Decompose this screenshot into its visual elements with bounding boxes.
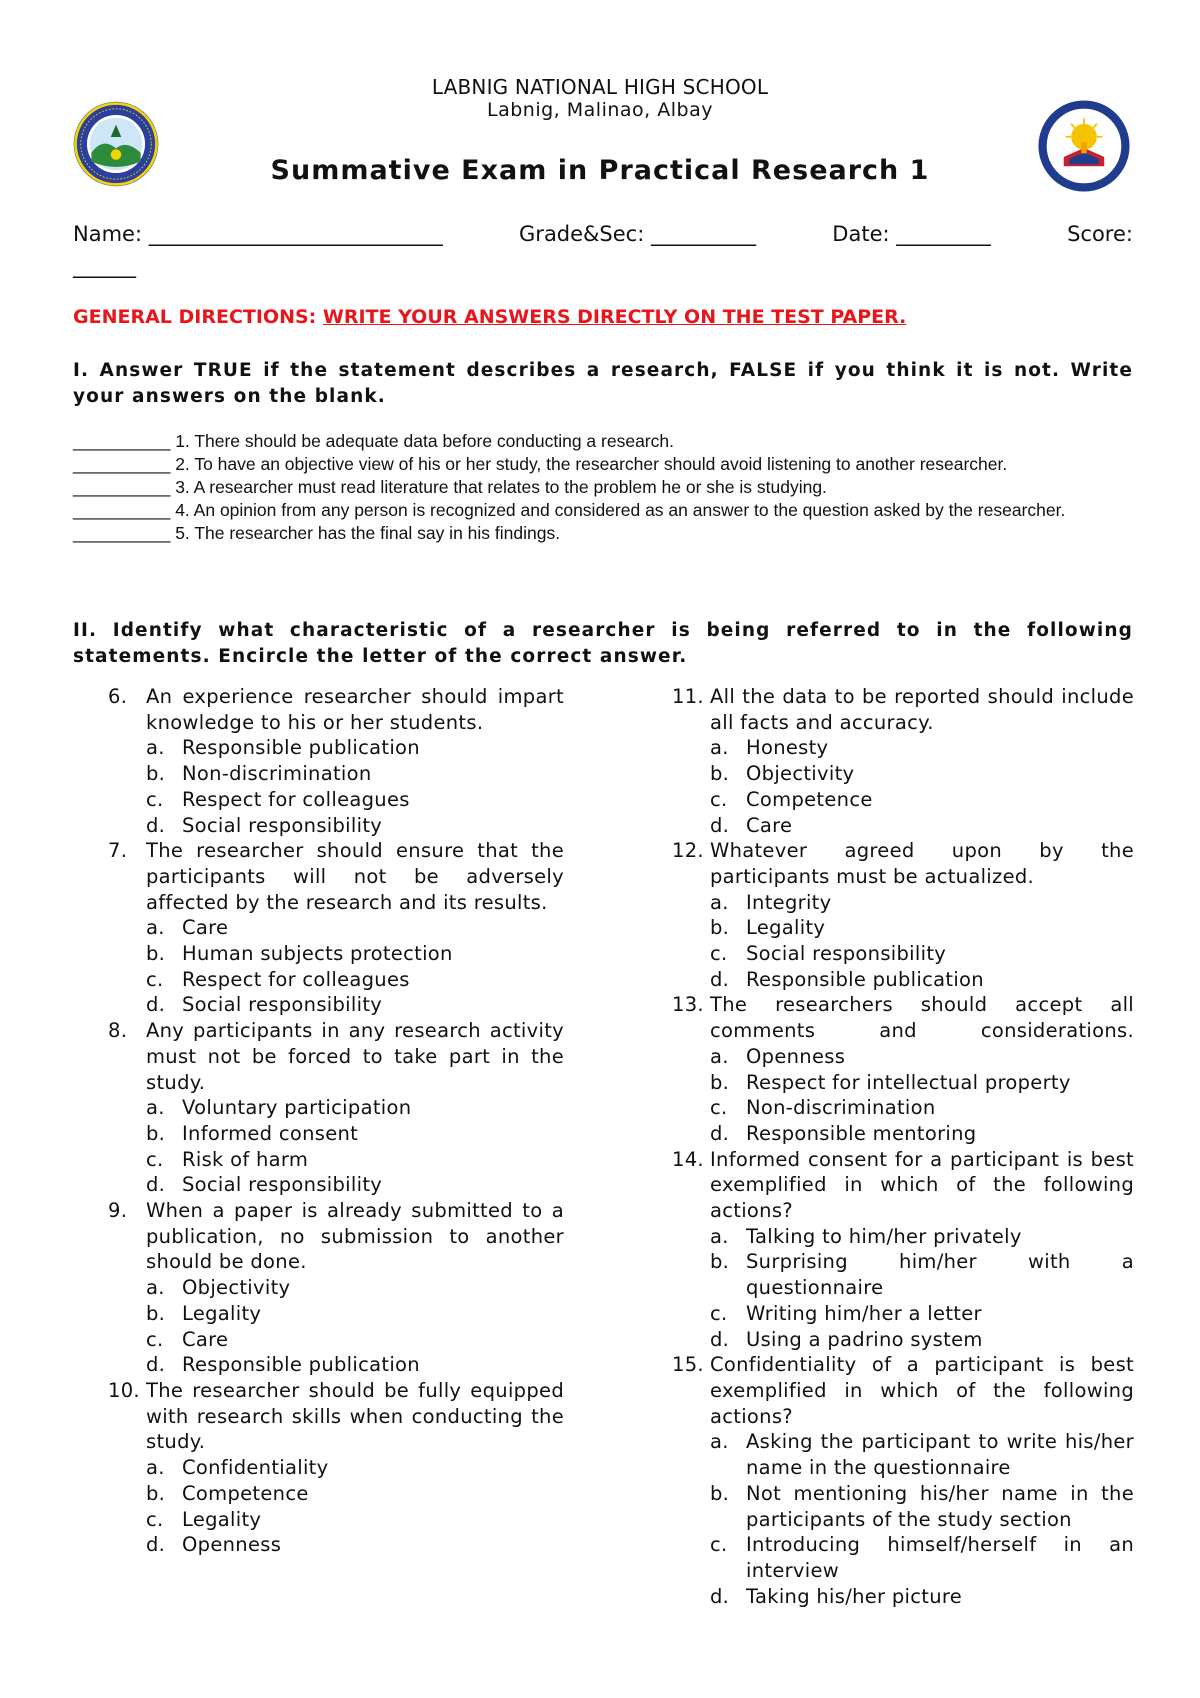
- question-text: Informed consent for a participant is best exemplified in which of the following actions?: [710, 1147, 1134, 1223]
- option-letter: c.: [146, 967, 164, 991]
- question-15: [672, 1352, 1134, 1429]
- option-text: Responsible publication: [746, 967, 984, 991]
- answer-option-b[interactable]: [108, 941, 564, 967]
- option-text: Legality: [182, 1301, 262, 1325]
- option-text: Care: [182, 916, 229, 940]
- option-text: Social responsibility: [182, 813, 383, 837]
- option-text: Risk of harm: [182, 1147, 309, 1171]
- option-letter: d.: [710, 967, 730, 991]
- school-name: LABNIG NATIONAL HIGH SCHOOL: [431, 75, 769, 99]
- option-text: Informed consent: [182, 1121, 359, 1145]
- question-8: [108, 1018, 564, 1095]
- question-number: 12.: [672, 839, 704, 863]
- question-10: [108, 1378, 564, 1455]
- option-text: Social responsibility: [182, 993, 383, 1017]
- question-11: [672, 684, 1134, 735]
- option-letter: b.: [710, 1481, 730, 1505]
- option-letter: d.: [146, 993, 166, 1017]
- answer-option-c[interactable]: [108, 787, 564, 813]
- option-letter: a.: [146, 736, 165, 760]
- option-text: Objectivity: [182, 1276, 291, 1300]
- directions-label: GENERAL DIRECTIONS:: [73, 306, 323, 328]
- option-text: Responsible publication: [182, 736, 420, 760]
- option-letter: a.: [146, 1456, 165, 1480]
- answer-option-a[interactable]: [108, 1095, 564, 1121]
- question-text: The researcher should ensure that the participants will not be adversely affected by the research and its results.: [146, 839, 564, 914]
- answer-option-c[interactable]: [108, 1147, 564, 1173]
- true-false-list: [73, 430, 1133, 545]
- option-letter: d.: [710, 1121, 730, 1145]
- answer-option-b[interactable]: [672, 1070, 1134, 1096]
- option-letter: d.: [710, 1327, 730, 1351]
- option-letter: a.: [710, 1430, 729, 1454]
- option-text: Using a padrino system: [746, 1327, 983, 1351]
- score-label: Score:: [1067, 222, 1133, 246]
- question-number: 6.: [108, 685, 128, 708]
- answer-option-c[interactable]: [672, 1095, 1134, 1121]
- answer-option-d[interactable]: [672, 1327, 1134, 1353]
- option-text: Respect for colleagues: [182, 967, 410, 991]
- answer-option-c[interactable]: [672, 941, 1134, 967]
- option-letter: a.: [710, 736, 729, 760]
- question-text: An experience researcher should impart knowledge to his or her students.: [146, 685, 564, 734]
- option-text: Voluntary participation: [182, 1096, 412, 1120]
- option-letter: c.: [710, 1096, 728, 1120]
- answer-option-c[interactable]: [672, 787, 1134, 813]
- answer-option-a[interactable]: [672, 1044, 1134, 1070]
- question-text: When a paper is already submitted to a publication, no submission to another should be done.: [146, 1199, 564, 1274]
- option-text: Non-discrimination: [182, 762, 372, 786]
- question-number: 7.: [108, 839, 128, 863]
- option-letter: c.: [710, 942, 728, 966]
- answer-option-d[interactable]: [108, 1172, 564, 1198]
- tf-item-5[interactable]: __________ 5. The researcher has the final say in his findings.: [73, 523, 561, 543]
- option-letter: b.: [710, 1250, 730, 1274]
- answer-option-d[interactable]: [672, 1584, 1134, 1610]
- option-letter: c.: [710, 787, 728, 811]
- answer-option-b[interactable]: [108, 1301, 564, 1327]
- answer-option-a[interactable]: [672, 1429, 1134, 1480]
- option-letter: b.: [710, 1070, 730, 1094]
- answer-option-a[interactable]: [108, 915, 564, 941]
- option-text: Non-discrimination: [746, 1096, 936, 1120]
- option-text: Competence: [746, 787, 873, 811]
- name-field[interactable]: Name: ____________________________: [73, 222, 443, 246]
- section-2-heading: II. Identify what characteristic of a researcher is being referred to in the following statements. Encircle the letter of the correct answer.: [73, 620, 1133, 667]
- option-letter: d.: [710, 1584, 730, 1608]
- tf-item-1[interactable]: __________ 1. There should be adequate data before conducting a research.: [73, 431, 674, 451]
- question-text: Whatever agreed upon by the participants must be actualized.: [710, 839, 1134, 888]
- option-text: Legality: [182, 1507, 262, 1531]
- option-text: Openness: [182, 1533, 282, 1557]
- answer-option-d[interactable]: [672, 967, 1134, 993]
- question-number: 11.: [672, 685, 704, 708]
- question-number: 10.: [108, 1378, 140, 1402]
- question-text: The researcher should be fully equipped with research skills when conducting the study.: [146, 1378, 564, 1454]
- question-12: [672, 838, 1134, 889]
- answer-option-a[interactable]: [672, 735, 1134, 761]
- student-info-line: [73, 222, 1133, 246]
- answer-option-c[interactable]: [672, 1532, 1134, 1583]
- question-14: [672, 1147, 1134, 1224]
- option-text: Honesty: [746, 736, 829, 760]
- option-letter: a.: [710, 1224, 729, 1248]
- tf-item-2[interactable]: __________ 2. To have an objective view of his or her study, the researcher should avoid listening to another researcher.: [73, 454, 1008, 474]
- question-text: Any participants in any research activity must not be forced to take part in the study.: [146, 1019, 564, 1094]
- question-9: [108, 1198, 564, 1275]
- option-letter: c.: [146, 1147, 164, 1171]
- option-text: Not mentioning his/her name in the participants of the study section: [746, 1481, 1134, 1531]
- option-letter: c.: [710, 1301, 728, 1325]
- option-letter: c.: [146, 787, 164, 811]
- question-text: Confidentiality of a participant is best exemplified in which of the following actions?: [710, 1353, 1134, 1428]
- question-number: 15.: [672, 1353, 704, 1377]
- answer-option-d[interactable]: [108, 992, 564, 1018]
- option-letter: c.: [710, 1533, 728, 1557]
- answer-option-d[interactable]: [672, 813, 1134, 839]
- option-letter: b.: [146, 1121, 166, 1145]
- option-letter: a.: [710, 890, 729, 914]
- question-number: 9.: [108, 1199, 128, 1223]
- option-text: Social responsibility: [746, 942, 947, 966]
- answer-option-c[interactable]: [672, 1301, 1134, 1327]
- answer-option-b[interactable]: [672, 1249, 1134, 1300]
- question-text: The researchers should accept all comments and considerations.: [710, 993, 1134, 1043]
- option-text: Talking to him/her privately: [746, 1224, 1022, 1248]
- option-text: Care: [746, 813, 793, 837]
- answer-option-b[interactable]: [108, 761, 564, 787]
- option-text: Taking his/her picture: [746, 1584, 963, 1608]
- question-number: 14.: [672, 1147, 704, 1171]
- answer-option-b[interactable]: [672, 1481, 1134, 1532]
- answer-option-b[interactable]: [108, 1481, 564, 1507]
- answer-option-b[interactable]: [672, 761, 1134, 787]
- grade-section-field[interactable]: Grade&Sec: __________: [519, 222, 756, 246]
- option-text: Respect for colleagues: [182, 787, 410, 811]
- option-letter: d.: [710, 813, 730, 837]
- option-text: Responsible mentoring: [746, 1121, 977, 1145]
- option-letter: a.: [146, 1276, 165, 1300]
- date-field[interactable]: Date: _________: [832, 222, 991, 246]
- option-text: Care: [182, 1327, 229, 1351]
- option-letter: d.: [146, 1353, 166, 1377]
- answer-option-d[interactable]: [108, 1352, 564, 1378]
- option-letter: d.: [146, 1533, 166, 1557]
- option-letter: b.: [146, 942, 166, 966]
- answer-option-a[interactable]: [672, 890, 1134, 916]
- option-text: Asking the participant to write his/her name in the questionnaire: [746, 1430, 1134, 1480]
- section-1-heading: I. Answer TRUE if the statement describes a research, FALSE if you think it is not. Write your answers on the blank.: [73, 360, 1133, 407]
- tf-item-3[interactable]: __________ 3. A researcher must read literature that relates to the problem he or she is studying.: [73, 477, 827, 497]
- option-text: Confidentiality: [182, 1456, 329, 1480]
- answer-option-c[interactable]: [108, 967, 564, 993]
- option-text: Legality: [746, 916, 826, 940]
- option-letter: c.: [146, 1327, 164, 1351]
- option-letter: b.: [710, 762, 730, 786]
- option-letter: b.: [710, 916, 730, 940]
- answer-option-a[interactable]: [108, 735, 564, 761]
- answer-option-b[interactable]: [108, 1121, 564, 1147]
- answer-option-b[interactable]: [672, 915, 1134, 941]
- option-text: Writing him/her a letter: [746, 1301, 982, 1325]
- answer-option-a[interactable]: [672, 1224, 1134, 1250]
- option-text: Human subjects protection: [182, 942, 453, 966]
- question-6: [108, 684, 564, 735]
- school-address: Labnig, Malinao, Albay: [487, 99, 713, 121]
- option-text: Social responsibility: [182, 1173, 383, 1197]
- option-text: Responsible publication: [182, 1353, 420, 1377]
- answer-option-a[interactable]: [108, 1275, 564, 1301]
- general-directions: [73, 306, 906, 328]
- option-text: Integrity: [746, 890, 832, 914]
- option-text: Respect for intellectual property: [746, 1070, 1071, 1094]
- directions-text: WRITE YOUR ANSWERS DIRECTLY ON THE TEST PAPER.: [322, 306, 907, 328]
- answer-option-d[interactable]: [672, 1121, 1134, 1147]
- questions-right-column: [672, 684, 1134, 1609]
- option-letter: a.: [146, 916, 165, 940]
- option-text: Surprising him/her with a questionnaire: [746, 1250, 1134, 1300]
- exam-title: Summative Exam in Practical Research 1: [270, 155, 930, 186]
- score-field[interactable]: ______: [73, 254, 136, 278]
- option-text: Introducing himself/herself in an interview: [746, 1533, 1134, 1582]
- question-number: 13.: [672, 993, 704, 1017]
- option-letter: b.: [146, 762, 166, 786]
- questions-left-column: [108, 684, 564, 1558]
- tf-item-4[interactable]: __________ 4. An opinion from any person is recognized and considered as an answer to the question asked by the researcher.: [73, 500, 1066, 520]
- option-letter: a.: [710, 1044, 729, 1068]
- answer-option-a[interactable]: [108, 1455, 564, 1481]
- question-number: 8.: [108, 1019, 128, 1043]
- option-letter: d.: [146, 813, 166, 837]
- answer-option-d[interactable]: [108, 1532, 564, 1558]
- question-text: All the data to be reported should include all facts and accuracy.: [710, 685, 1134, 734]
- option-letter: d.: [146, 1173, 166, 1197]
- option-letter: c.: [146, 1507, 164, 1531]
- answer-option-c[interactable]: [108, 1327, 564, 1353]
- answer-option-c[interactable]: [108, 1507, 564, 1533]
- option-letter: b.: [146, 1481, 166, 1505]
- question-13: [672, 992, 1134, 1043]
- option-letter: b.: [146, 1301, 166, 1325]
- option-text: Openness: [746, 1044, 846, 1068]
- option-text: Objectivity: [746, 762, 855, 786]
- answer-option-d[interactable]: [108, 813, 564, 839]
- option-text: Competence: [182, 1481, 309, 1505]
- question-7: [108, 838, 564, 915]
- option-letter: a.: [146, 1096, 165, 1120]
